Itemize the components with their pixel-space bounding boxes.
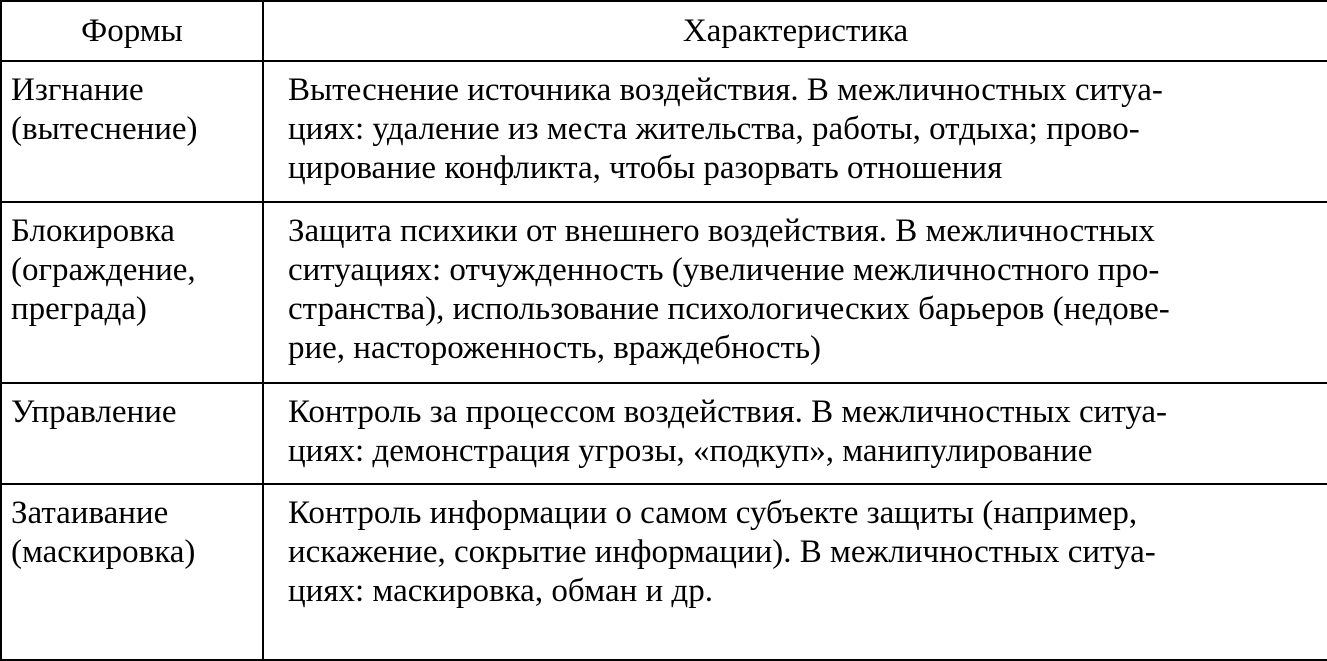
- characteristic-text-line: Вытеснение источника воздействия. В межличностных ситуа-: [288, 72, 1163, 108]
- form-text-line: (ограждение,: [11, 252, 196, 288]
- table-row: [1, 202, 1327, 383]
- form-cell: [1, 383, 263, 484]
- characteristic-text-line: Контроль информации о самом субъекте защиты (например,: [288, 495, 1138, 531]
- characteristic-cell: [263, 383, 1327, 484]
- characteristic-text-line: цирование конфликта, чтобы разорвать отношения: [288, 150, 1003, 186]
- characteristic-text-line: рие, настороженность, враждебность): [288, 330, 822, 366]
- characteristic-cell: [263, 202, 1327, 383]
- table-row: [1, 383, 1327, 484]
- form-text-line: Управление: [11, 394, 177, 430]
- characteristic-cell: [263, 61, 1327, 202]
- form-text-line: (маскировка): [11, 534, 196, 570]
- table-row: [1, 484, 1327, 660]
- form-text-line: Изгнание: [11, 72, 144, 108]
- characteristic-cell: [263, 484, 1327, 660]
- characteristic-text-line: Защита психики от внешнего воздействия. В межличностных: [288, 213, 1155, 249]
- characteristic-text-line: циях: удаление из места жительства, работы, отдыха; прово-: [288, 111, 1140, 147]
- characteristic-text-line: ситуациях: отчужденность (увеличение межличностного про-: [288, 252, 1160, 288]
- form-cell: [1, 202, 263, 383]
- form-cell: [1, 61, 263, 202]
- form-cell: [1, 484, 263, 660]
- characteristic-text-line: Контроль за процессом воздействия. В межличностных ситуа-: [288, 394, 1168, 430]
- table-row: [1, 61, 1327, 202]
- characteristic-text-line: циях: демонстрация угрозы, «подкуп», манипулирование: [288, 433, 1093, 469]
- characteristic-text-line: циях: маскировка, обман и др.: [288, 573, 713, 609]
- header-characteristic: Характеристика: [263, 1, 1327, 61]
- form-text-line: (вытеснение): [11, 111, 198, 147]
- form-text-line: преграда): [11, 291, 147, 327]
- form-text-line: Затаивание: [11, 495, 169, 531]
- table-header-row: [1, 1, 1327, 61]
- characteristic-text-line: искажение, сокрытие информации). В межличностных ситуа-: [288, 534, 1156, 570]
- form-text-line: Блокировка: [11, 213, 175, 249]
- header-forms: Формы: [1, 1, 263, 61]
- characteristic-text-line: странства), использование психологических барьеров (недове-: [288, 291, 1170, 327]
